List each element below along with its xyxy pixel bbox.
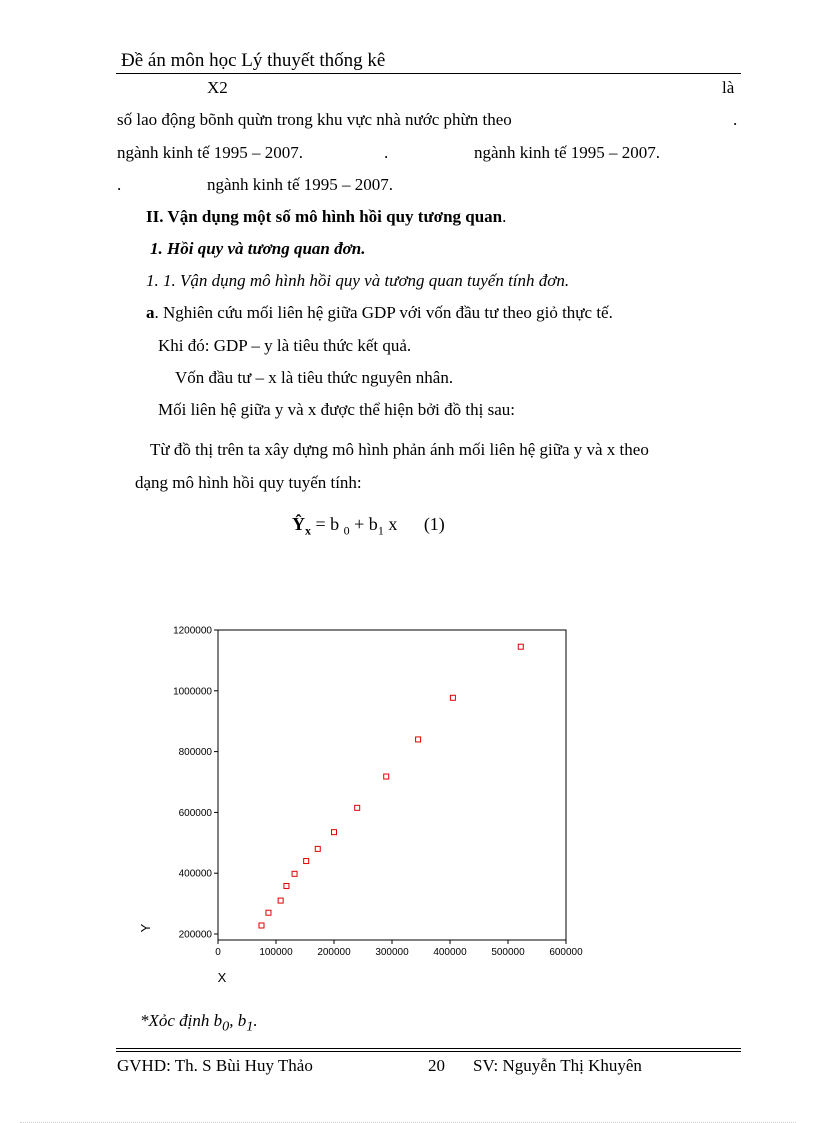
x-tick-label: 400000 [433, 947, 467, 958]
text-la: là [722, 78, 735, 97]
footer-right: SV: Nguyễn Thị Khuyên [473, 1056, 642, 1075]
y-tick-label: 400000 [178, 868, 212, 880]
x-tick-label: 100000 [259, 947, 293, 958]
text-line3-a: ngành kinh tế 1995 – 2007. [117, 143, 304, 162]
data-point [292, 871, 297, 876]
note-prefix: *Xỏc định b [140, 1011, 223, 1030]
page-header-title: Đề án môn học Lý thuyết thống kê [121, 50, 386, 71]
x-tick-label: 600000 [549, 947, 583, 958]
page-number: 20 [428, 1056, 445, 1075]
para-a-label: a [146, 303, 155, 322]
regression-formula [292, 514, 445, 539]
data-point [518, 644, 523, 649]
footer-rule-1 [116, 1048, 741, 1049]
data-point [266, 910, 271, 915]
data-point [384, 774, 389, 779]
formula-eq: = b [315, 514, 340, 534]
text-x2: X2 [207, 78, 228, 97]
line-moilienhe: Mối liên hệ giữa y và x được thể hiện bởi đồ thị sau: [158, 400, 515, 419]
scatter-chart [130, 610, 610, 1000]
para-tudothi-1: Từ đồ thị trên ta xây dựng mô hình phản ánh mối liên hệ giữa y và x theo [150, 440, 649, 459]
y-tick-label: 1000000 [173, 686, 212, 698]
para-a-text: . Nghiên cứu mối liên hệ giữa GDP với vốn đầu tư theo giỏ thực tế. [154, 303, 613, 322]
footer-left: GVHD: Th. S Bùi Huy Thảo [117, 1056, 313, 1075]
x-tick-label: 200000 [317, 947, 351, 958]
data-point [450, 695, 455, 700]
data-point [278, 898, 283, 903]
text-line3-dot: . [384, 143, 389, 162]
section-heading-end: . [502, 207, 507, 226]
formula-number: (1) [423, 514, 445, 534]
formula-plus: + b [354, 514, 378, 534]
y-tick-label: 800000 [178, 747, 212, 759]
note-end: . [253, 1011, 258, 1030]
header-rule [116, 73, 741, 74]
y-tick-label: 200000 [178, 929, 212, 941]
para-tudothi-2: dạng mô hình hồi quy tuyến tính: [135, 473, 362, 492]
data-point [355, 805, 360, 810]
data-point [284, 883, 289, 888]
footer-rule-2 [116, 1051, 741, 1052]
text-line3-c: ngành kinh tế 1995 – 2007. [474, 143, 661, 162]
para-a [146, 303, 613, 323]
note-sub0: 0 [222, 1018, 230, 1035]
sub-sub-heading: 1. 1. Vận dụng mô hình hồi quy và tương quan tuyến tính đơn. [146, 271, 570, 290]
text-line2: số lao động bõnh quừn trong khu vực nhà nước phừn theo [117, 110, 512, 129]
data-point [259, 923, 264, 928]
x-tick-label: 0 [215, 947, 221, 958]
line-khido: Khi đó: GDP – y là tiêu thức kết quả. [158, 336, 412, 355]
formula-yhat-sub: x [305, 523, 311, 538]
x-axis-label: X [217, 970, 227, 985]
formula-x: x [383, 514, 398, 534]
y-tick-label: 1200000 [173, 625, 212, 637]
text-line2-dot: . [733, 110, 738, 129]
y-tick-label: 600000 [178, 807, 212, 819]
data-point [416, 737, 421, 742]
x-tick-label: 500000 [491, 947, 525, 958]
sub-heading: 1. Hồi quy và tương quan đơn. [150, 239, 366, 258]
note-sub1: 1 [246, 1018, 254, 1035]
y-axis-label: Y [138, 923, 153, 933]
plot-frame [218, 630, 566, 940]
text-line4-b: ngành kinh tế 1995 – 2007. [207, 175, 394, 194]
section-heading-text: II. Vận dụng một số mô hình hồi quy tương quan [146, 207, 503, 226]
section-heading [146, 207, 506, 227]
note-sep: , b [229, 1011, 247, 1030]
text-line4-dot: . [117, 175, 122, 194]
data-point [304, 859, 309, 864]
formula-sub1: 1 [377, 523, 384, 538]
data-point [315, 846, 320, 851]
formula-sub0: 0 [343, 523, 350, 538]
scatter-chart-svg [130, 610, 610, 1000]
line-vondautu: Vốn đầu tư – x là tiêu thức nguyên nhân. [175, 368, 454, 387]
data-point [332, 830, 337, 835]
x-tick-label: 300000 [375, 947, 409, 958]
formula-yhat: Ŷ [292, 514, 305, 534]
note-line [140, 1011, 258, 1035]
